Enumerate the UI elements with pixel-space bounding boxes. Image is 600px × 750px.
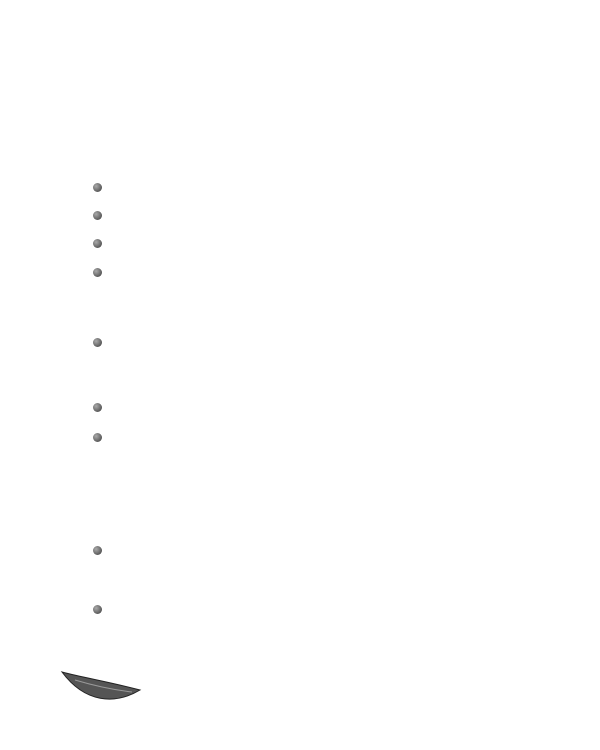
bullet-dot-icon xyxy=(93,211,102,220)
bullet-dot-icon xyxy=(93,433,102,442)
bullet-dot-icon xyxy=(93,239,102,248)
bullet-dot-icon xyxy=(93,338,102,347)
big-leaf-ornament-icon xyxy=(62,672,140,699)
bullet-dot-icon xyxy=(93,268,102,277)
bullet-dot-icon xyxy=(93,546,102,555)
bullet-dot-icon xyxy=(93,403,102,412)
bullet-dot-icon xyxy=(93,605,102,614)
bullet-dot-icon xyxy=(93,183,102,192)
